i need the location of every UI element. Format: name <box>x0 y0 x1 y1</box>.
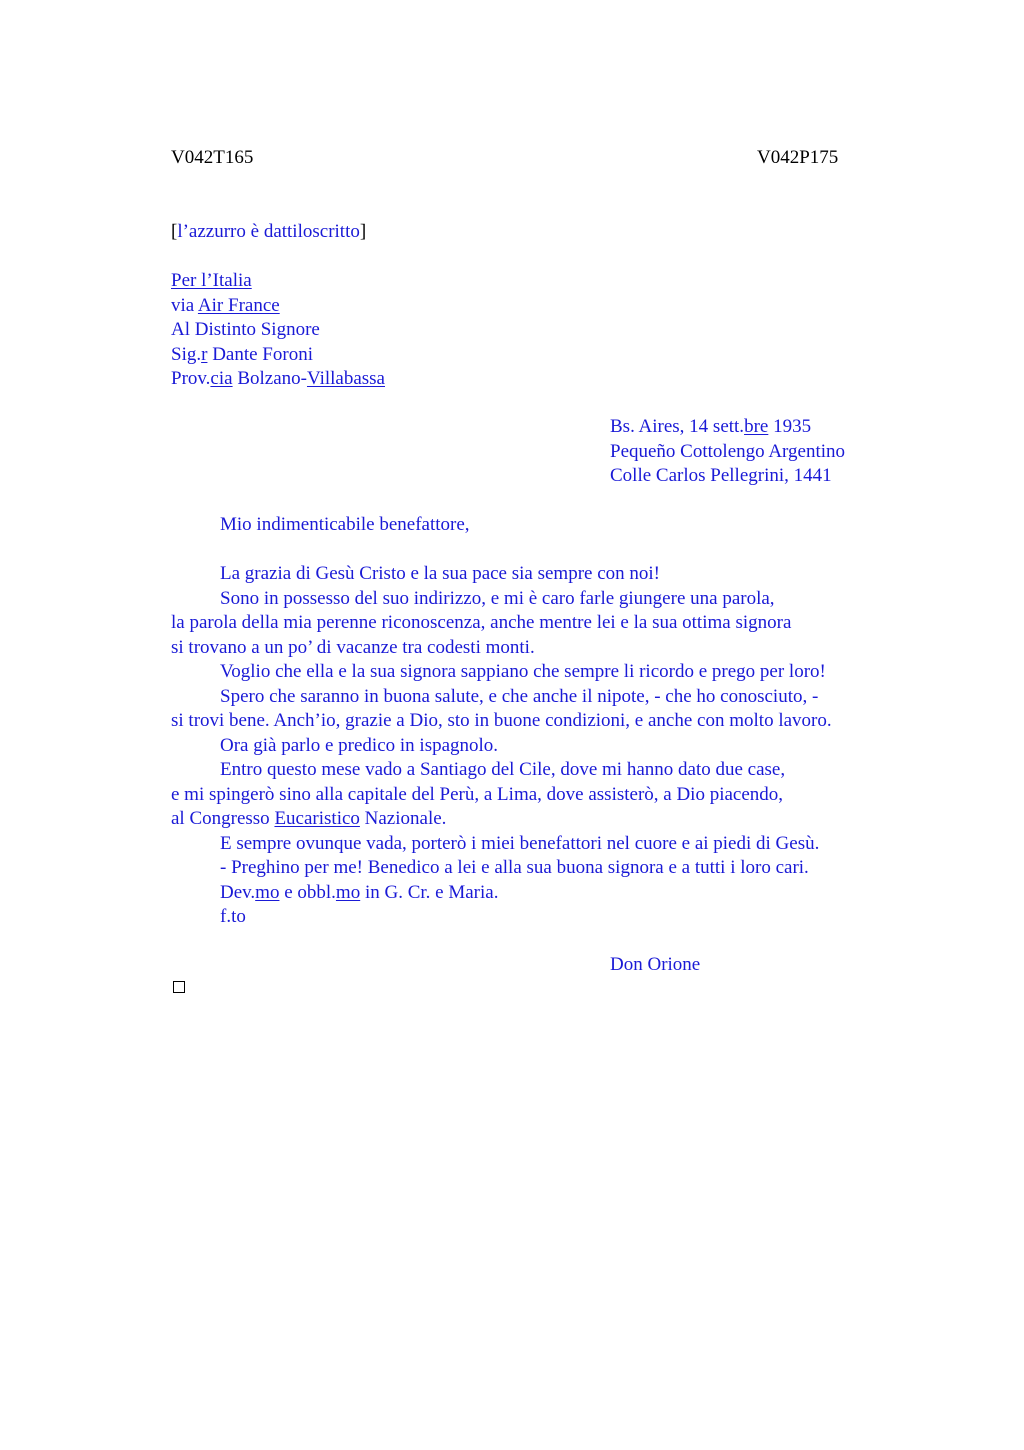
body-line-13: - Preghino per me! Benedico a lei e alla sua buona signora e a tutti i loro cari. <box>220 857 809 878</box>
body-line-10: e mi spingerò sino alla capitale del Perù, a Lima, dove assisterò, a Dio piacendo, <box>171 783 784 805</box>
address-block <box>171 269 385 392</box>
body-line-7: si trovi bene. Anch’io, grazie a Dio, sto in buone condizioni, e anche con molto lavoro. <box>171 710 832 731</box>
address-province-prefix: Prov. <box>171 368 211 389</box>
body-line-4: si trovano a un po’ di vacanze tra codesti monti. <box>171 636 535 658</box>
closing-dev: Dev. <box>220 881 256 903</box>
address-title-prefix: Sig. <box>171 343 202 365</box>
body-line-3: la parola della mia perenne riconoscenza, anche mentre lei e la sua ottima signora <box>171 612 792 633</box>
closing-obbl: e obbl. <box>279 881 336 903</box>
address-title-suffix: r <box>201 343 208 365</box>
body-line-9: Entro questo mese vado a Santiago del Cile, dove mi hanno dato due case, <box>220 759 786 780</box>
closing-suffix: in G. Cr. e Maria. <box>360 881 499 903</box>
note-open-bracket: [ <box>171 221 178 242</box>
letter-body <box>171 562 832 930</box>
address-town: Villabassa <box>306 368 385 389</box>
body-line-12: E sempre ovunque vada, porterò i miei benefattori nel cuore e ai piedi di Gesù. <box>220 832 820 854</box>
body-line-11 <box>171 807 832 832</box>
note-close-bracket: ] <box>359 221 367 242</box>
dateline-institution: Pequeño Cottolengo Argentino <box>610 440 846 462</box>
dateline-street: Colle Carlos Pellegrini, 1441 <box>610 465 832 486</box>
signature: Don Orione <box>610 954 701 975</box>
editorial-note <box>171 220 366 245</box>
closing-mo-1: mo <box>255 881 280 903</box>
note-text: l’azzurro è dattiloscritto <box>177 221 360 242</box>
body-line-8: Ora già parlo e predico in ispagnolo. <box>220 734 499 756</box>
body-line-11-prefix: al Congresso <box>171 808 275 829</box>
dateline-date <box>610 415 845 440</box>
address-province-suffix: cia <box>210 368 233 389</box>
address-via: via <box>171 294 198 316</box>
document-code-right: V042P175 <box>757 147 839 168</box>
address-city: Bolzano- <box>232 368 307 389</box>
document-code-left: V042T165 <box>171 147 254 168</box>
address-destination: Per l’Italia <box>171 270 252 291</box>
address-line-1 <box>171 269 385 294</box>
closing-mo-2: mo <box>335 881 361 903</box>
body-line-6: Spero che saranno in buona salute, e che anche il nipote, - che ho conosciuto, - <box>220 685 819 707</box>
body-line-11-suffix: Nazionale. <box>359 808 447 829</box>
body-line-5: Voglio che ella e la sua signora sappiano che sempre li ricordo e prego per loro! <box>220 661 826 682</box>
address-line-5 <box>171 367 385 392</box>
salutation: Mio indimenticabile benefattore, <box>220 514 470 535</box>
address-line-2 <box>171 294 385 319</box>
address-recipient-name: Dante Foroni <box>207 343 313 365</box>
body-line-2: Sono in possesso del suo indirizzo, e mi è caro farle giungere una parola, <box>220 587 775 609</box>
dateline-date-prefix: Bs. Aires, 14 sett. <box>610 416 745 437</box>
body-line-1: La grazia di Gesù Cristo e la sua pace sia sempre con noi! <box>220 563 661 584</box>
dateline-month-suffix: bre <box>744 416 769 437</box>
dateline-year: 1935 <box>768 416 812 437</box>
address-line-4 <box>171 343 385 368</box>
signed-marker: f.to <box>220 906 246 927</box>
body-line-11-underlined: Eucaristico <box>274 808 360 829</box>
closing-formula <box>171 881 832 906</box>
address-line-3: Al Distinto Signore <box>171 319 320 340</box>
checkbox-icon <box>173 981 185 993</box>
dateline-block <box>610 415 845 489</box>
address-airline: Air France <box>197 294 280 316</box>
